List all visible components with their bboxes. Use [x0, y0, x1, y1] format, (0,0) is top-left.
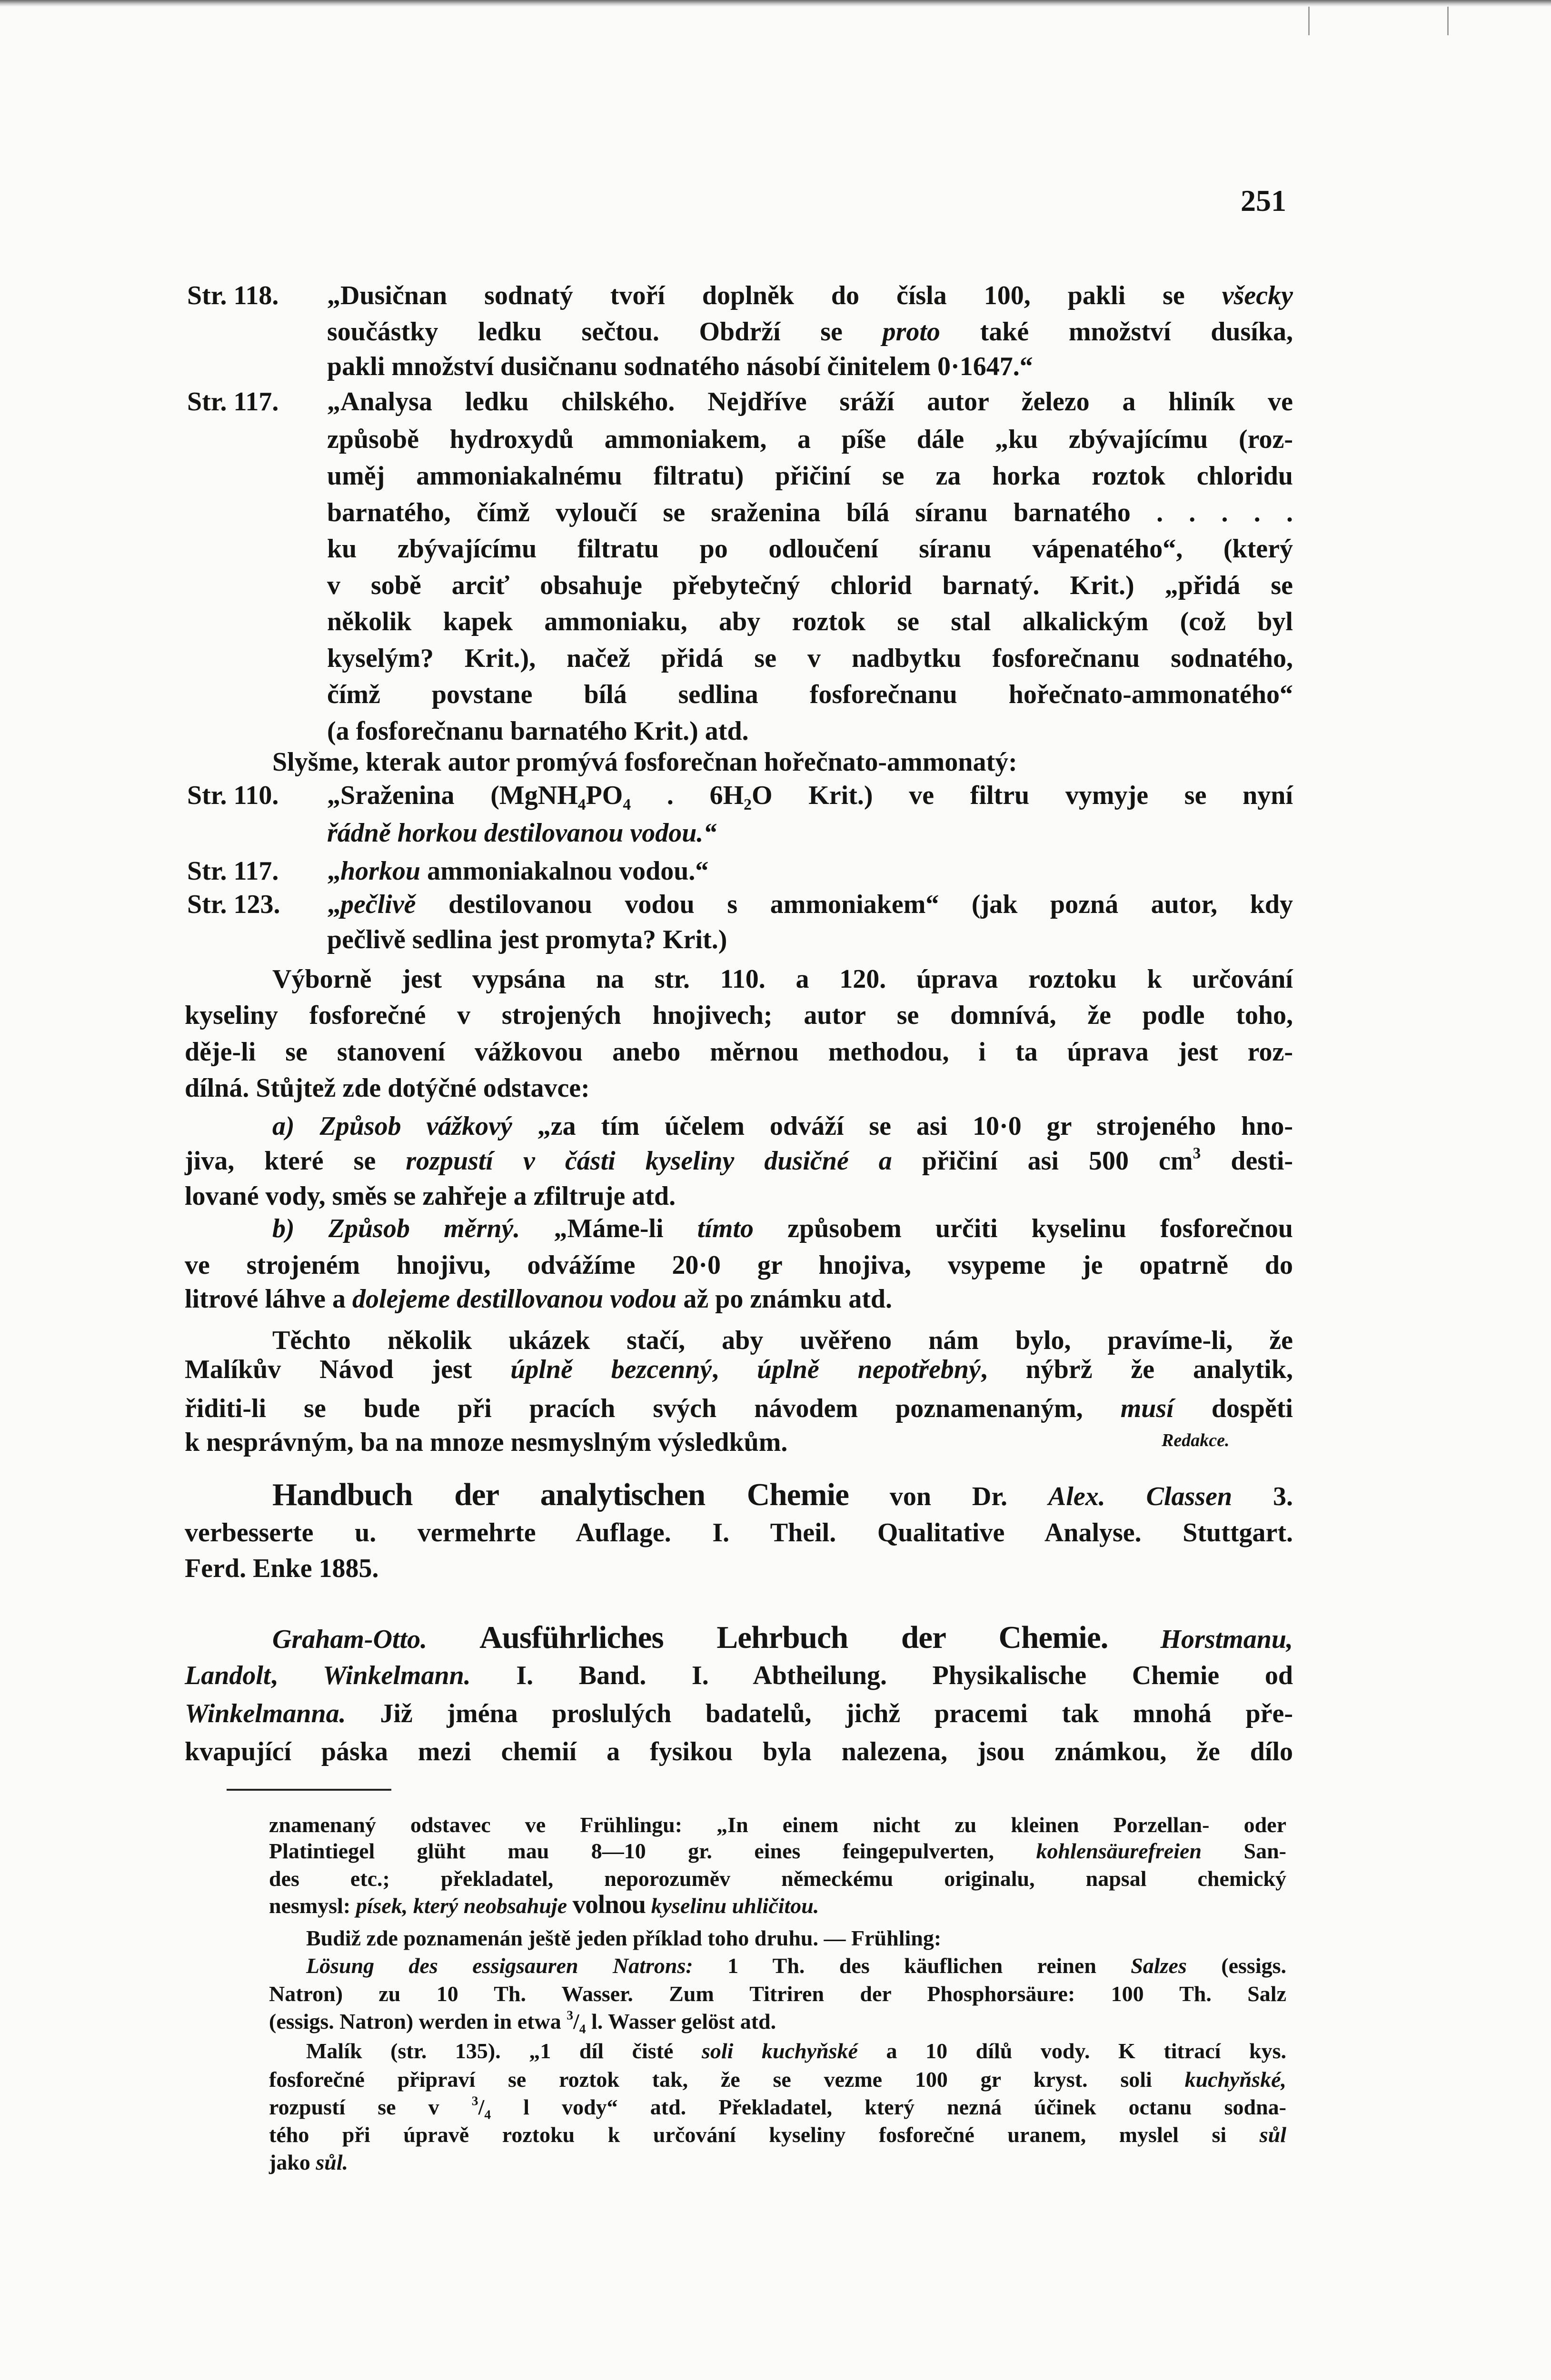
- footnote-line: [269, 1837, 1286, 1865]
- text-line: [185, 1550, 1293, 1587]
- text-run: /: [478, 2095, 485, 2119]
- text-line: [272, 1477, 1293, 1513]
- footnote-line: [269, 2093, 1286, 2121]
- text-run: součástky ledku sečtou. Obdrží se: [327, 317, 883, 347]
- italic-text: a) Způsob vážkový: [272, 1111, 512, 1141]
- page-reference-label: Str. 117.: [187, 387, 279, 416]
- text-run: a 10 dílů vody. K titrací kys.: [857, 2039, 1286, 2063]
- text-run: kvapující páska mezi chemií a fysikou byla nalezena, jsou známkou, že dílo: [185, 1737, 1293, 1766]
- text-line: [185, 1657, 1293, 1694]
- italic-text: Graham-Otto.: [272, 1625, 428, 1654]
- text-run: [427, 1625, 479, 1654]
- text-line: [185, 1515, 1293, 1551]
- italic-text: proto: [882, 317, 940, 347]
- text-run: ammoniakalnou vodou.“: [420, 856, 709, 886]
- text-run: von Dr.: [848, 1482, 1048, 1511]
- text-run: 1 Th. des käuflichen reinen: [693, 1954, 1131, 1978]
- text-run: nesmysl:: [269, 1894, 356, 1918]
- text-run: znamenaný odstavec ve Frühlingu: „In einem nicht zu kleinen Porzellan- oder: [269, 1813, 1286, 1837]
- text-run: dospěti: [1173, 1394, 1293, 1423]
- italic-text: všecky: [1222, 281, 1293, 310]
- text-run: ,: [712, 1355, 757, 1384]
- footnote-line: [269, 2008, 1286, 2035]
- text-line: [327, 458, 1293, 494]
- italic-text: kohlensäurefreien: [1036, 1839, 1202, 1863]
- subscript: 4: [577, 795, 586, 813]
- text-line: [185, 1247, 1293, 1283]
- text-run: řiditi-li se bude při pracích svých návodem poznamenaným,: [185, 1394, 1121, 1423]
- text-line: [327, 278, 1293, 314]
- footnote-line: [306, 2037, 1286, 2065]
- italic-text: kuchyňské,: [1184, 2067, 1286, 2092]
- italic-text: Horstmanu,: [1160, 1625, 1293, 1654]
- italic-text: pečlivě: [340, 890, 416, 919]
- text-run: rozpustí se v: [269, 2095, 472, 2119]
- text-run: , nýbrž že analytik,: [980, 1355, 1293, 1384]
- text-line: [327, 815, 1293, 851]
- footnote-line: [269, 1891, 1286, 1918]
- text-run: „za tím účelem odváží se asi 10·0 gr strojeného hno-: [512, 1111, 1293, 1141]
- superscript: 3: [567, 2007, 573, 2023]
- text-run: v sobě arciť obsahuje přebytečný chlorid barnatý. Krit.) „přidá se: [327, 571, 1293, 600]
- footnote-line: [269, 1811, 1286, 1839]
- text-line: [272, 1210, 1293, 1247]
- text-line: [185, 1351, 1293, 1388]
- text-line: [327, 853, 1293, 889]
- text-run: destilovanou vodou s ammoniakem“ (jak pozná autor, kdy: [416, 890, 1293, 919]
- text-run: San-: [1202, 1839, 1286, 1863]
- italic-text: Salzes: [1131, 1954, 1187, 1978]
- text-run: až po známku atd.: [676, 1284, 893, 1314]
- text-run: „Sraženina (MgNH: [327, 781, 578, 810]
- italic-text: dolejeme destillovanou vodou: [352, 1284, 677, 1314]
- text-run: pečlivě sedlina jest promyta? Krit.): [327, 925, 727, 954]
- italic-text: tímto: [697, 1214, 754, 1243]
- italic-text: sůl.: [316, 2150, 348, 2174]
- text-run: Již jména proslulých badatelů, jichž pracemi tak mnohá pře-: [346, 1699, 1293, 1728]
- italic-text: Landolt: [185, 1661, 271, 1690]
- text-run: barnatého, čímž vyloučí se sraženina bílá síranu barnatého . . . . .: [327, 498, 1293, 527]
- italic-text: řádně horkou destilovanou vodou.“: [327, 818, 717, 848]
- text-run: Ferd. Enke 1885.: [185, 1554, 379, 1583]
- footnote-line: [269, 1865, 1286, 1893]
- text-run: fosforečné připraví se roztok tak, že se vezme 100 gr kryst. soli: [269, 2067, 1185, 2092]
- text-line: [185, 997, 1293, 1033]
- text-line: [272, 744, 1293, 780]
- text-line: [327, 640, 1293, 676]
- text-run: . 6H: [631, 781, 744, 810]
- text-line: [185, 1143, 1293, 1179]
- bold-title: Ausführliches Lehrbuch der Chemie.: [479, 1619, 1108, 1655]
- scan-top-edge: [0, 0, 1551, 7]
- subscript: 4: [623, 795, 631, 813]
- page-number: 251: [1241, 184, 1286, 218]
- page-reference-label: Str. 123.: [187, 890, 280, 919]
- text-run: desti-: [1201, 1146, 1293, 1176]
- text-run: kyseliny fosforečné v strojených hnojivech; autor se domnívá, že podle toho,: [185, 1001, 1293, 1030]
- text-run: ve strojeném hnojivu, odvážíme 20·0 gr hnojiva, vsypeme je opatrně do: [185, 1250, 1293, 1280]
- text-run: čímž povstane bílá sedlina fosforečnanu hořečnato-ammonatého“: [327, 680, 1293, 709]
- text-line: [327, 777, 1293, 813]
- italic-text: soli kuchyňské: [702, 2039, 858, 2063]
- text-run: ku zbývajícímu filtratu po odloučení síranu vápenatého“, (který: [327, 534, 1293, 564]
- italic-text: Lösung des essigsauren Natrons:: [306, 1954, 693, 1978]
- footnote-separator: [227, 1789, 391, 1791]
- text-run: [567, 1894, 573, 1918]
- text-run: /: [573, 2009, 579, 2033]
- text-run: pakli množství dusičnanu sodnatého násobí činitelem 0·1647.“: [327, 352, 1033, 381]
- text-line: [185, 1178, 1293, 1214]
- italic-text: Alex. Classen: [1048, 1482, 1233, 1511]
- text-run: Výborně jest vypsána na str. 110. a 120. úprava roztoku k určování: [272, 964, 1293, 994]
- text-line: [185, 1424, 1293, 1460]
- text-line: [327, 384, 1293, 420]
- page-reference-label: Str. 110.: [187, 781, 279, 810]
- text-run: (essigs.: [1186, 1954, 1286, 1978]
- text-run: uměj ammoniakalnému filtratu) přičiní se za horka roztok chloridu: [327, 461, 1293, 491]
- text-line: [327, 886, 1293, 922]
- text-run: (a fosforečnanu barnatého Krit.) atd.: [327, 716, 749, 746]
- footnote-line: [269, 2149, 1286, 2176]
- text-run: jako: [269, 2150, 316, 2174]
- italic-text: Winkelmanna.: [185, 1699, 346, 1728]
- text-run: PO: [586, 781, 623, 810]
- text-run: Budiž zde poznamenán ještě jeden příklad toho druhu. — Frühling:: [306, 1926, 942, 1950]
- text-run: litrové láhve a: [185, 1284, 353, 1314]
- italic-text: Winkelmann.: [323, 1661, 471, 1690]
- superscript: 3: [1193, 1144, 1201, 1162]
- text-run: Malík (str. 135). „1 díl čisté: [306, 2039, 702, 2063]
- text-run: Slyšme, kterak autor promývá fosforečnan hořečnato-ammonatý:: [272, 747, 1017, 777]
- text-run: [646, 1894, 651, 1918]
- text-run: dílná. Stůjtež zde dotýčné odstavce:: [185, 1073, 590, 1103]
- text-run: l vody“ atd. Překladatel, který nezná účinek octanu sodna-: [491, 2095, 1286, 2119]
- italic-text: b) Způsob měrný.: [272, 1214, 520, 1243]
- page-reference-label: Str. 118.: [187, 281, 279, 310]
- signature-redakce: Redakce.: [1162, 1430, 1230, 1450]
- text-line: [327, 922, 1293, 958]
- italic-text: musí: [1120, 1394, 1174, 1423]
- text-run: způsobem určiti kyselinu fosforečnou: [754, 1214, 1293, 1243]
- text-run: jiva, které se: [185, 1146, 406, 1176]
- subscript: 4: [484, 2107, 491, 2122]
- italic-text: úplně bezcenný: [510, 1355, 712, 1384]
- italic-text: sůl: [1259, 2122, 1286, 2147]
- text-line: [327, 531, 1293, 567]
- text-line: [185, 1390, 1293, 1427]
- text-run: I. Band. I. Abtheilung. Physikalische Chemie od: [470, 1661, 1293, 1690]
- footnote-line: [306, 1952, 1286, 1980]
- text-run: l. Wasser gelöst atd.: [586, 2009, 776, 2033]
- text-run: „: [327, 890, 340, 919]
- italic-text: horkou: [340, 856, 421, 886]
- text-run: několik kapek ammoniaku, aby roztok se stal alkalickým (což byl: [327, 607, 1293, 636]
- footnote-line: [269, 2066, 1286, 2093]
- text-run: „Analysa ledku chilského. Nejdříve sráží autor železo a hliník ve: [327, 387, 1293, 416]
- text-line: [185, 1696, 1293, 1732]
- text-run: (essigs. Natron) werden in etwa: [269, 2009, 567, 2033]
- text-run: „Máme-li: [520, 1214, 697, 1243]
- text-line: [327, 604, 1293, 640]
- text-line: [185, 1281, 1293, 1317]
- text-run: 3.: [1232, 1482, 1293, 1511]
- footnote-line: [269, 2121, 1286, 2149]
- page-reference-label: Str. 117.: [187, 856, 279, 886]
- text-line: [185, 1070, 1293, 1106]
- text-run: [1108, 1625, 1160, 1654]
- text-run: Malíkův Návod jest: [185, 1355, 511, 1384]
- text-run: k nesprávným, ba na mnoze nesmyslným výsledkům.: [185, 1428, 788, 1457]
- footnote-line: [269, 1980, 1286, 2008]
- text-run: děje-li se stanovení vážkovou anebo měrnou methodou, i ta úprava jest roz-: [185, 1037, 1293, 1067]
- text-run: verbesserte u. vermehrte Auflage. I. Theil. Qualitative Analyse. Stuttgart.: [185, 1518, 1293, 1547]
- bold-title: Handbuch der analytischen Chemie: [272, 1477, 849, 1512]
- text-line: [272, 1108, 1293, 1144]
- scan-mark: [1308, 7, 1310, 35]
- footnote-line: [306, 1924, 1286, 1952]
- text-run: lované vody, směs se zahřeje a zfiltruje atd.: [185, 1181, 676, 1211]
- italic-text: rozpustí v části kyseliny dusičné a: [406, 1146, 892, 1176]
- text-run: des etc.; překladatel, neporozuměv německému originalu, napsal chemický: [269, 1866, 1286, 1891]
- text-line: [272, 1619, 1293, 1656]
- text-line: [272, 961, 1293, 997]
- italic-text: kyselinu uhličitou.: [651, 1894, 819, 1918]
- text-run: Natron) zu 10 Th. Wasser. Zum Titriren der Phosphorsäure: 100 Th. Salz: [269, 1982, 1286, 2006]
- scan-mark: [1447, 7, 1449, 35]
- text-run: také množství dusíka,: [940, 317, 1293, 347]
- bold-title: volnou: [572, 1890, 646, 1919]
- subscript: 4: [579, 2021, 586, 2036]
- subscript: 2: [744, 795, 752, 813]
- text-line: [185, 1034, 1293, 1070]
- text-run: kyselým? Krit.), načež přidá se v nadbytku fosforečnanu sodnatého,: [327, 644, 1293, 673]
- italic-text: úplně nepotřebný: [757, 1355, 981, 1384]
- superscript: 3: [471, 2093, 478, 2108]
- text-line: [327, 495, 1293, 531]
- text-run: Těchto několik ukázek stačí, aby uvěřeno nám bylo, pravíme-li, že: [272, 1326, 1293, 1355]
- text-line: [327, 676, 1293, 713]
- text-run: O Krit.) ve filtru vymyje se nyní: [751, 781, 1293, 810]
- text-run: způsobě hydroxydů ammoniakem, a píše dále „ku zbývajícímu (roz-: [327, 425, 1293, 454]
- text-run: tého při úpravě roztoku k určování kyseliny fosforečné uranem, myslel si: [269, 2122, 1260, 2147]
- text-line: [185, 1734, 1293, 1770]
- text-line: [327, 567, 1293, 604]
- text-run: Platintiegel glüht mau 8—10 gr. eines feingepulverten,: [269, 1839, 1036, 1863]
- text-run: „Dusičnan sodnatý tvoří doplněk do čísla 100, pakli se: [327, 281, 1222, 310]
- text-run: přičiní asi 500 cm: [892, 1146, 1193, 1176]
- text-run: „: [327, 856, 340, 886]
- text-line: [327, 348, 1293, 385]
- italic-text: písek, který neobsahuje: [356, 1894, 567, 1918]
- text-run: ,: [270, 1661, 323, 1690]
- text-line: [327, 314, 1293, 350]
- text-line: [327, 421, 1293, 457]
